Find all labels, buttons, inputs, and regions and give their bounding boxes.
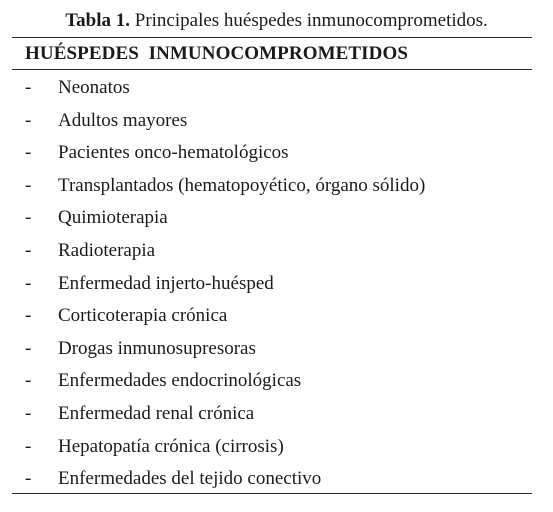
list-item-text: Neonatos — [58, 77, 130, 98]
list-item-text: Enfermedades del tejido conectivo — [58, 468, 322, 490]
list-item-text: Pacientes onco-hematológicos — [58, 142, 289, 164]
bottom-rule — [12, 493, 532, 494]
list-item-text: Transplantados (hematopoyético, órgano sólido) — [58, 174, 426, 196]
list-item-text: Adultos mayores — [58, 109, 188, 131]
top-rule — [12, 37, 532, 38]
list-bullet: - — [25, 305, 32, 327]
list-bullet: - — [25, 337, 32, 359]
list-bullet: - — [25, 468, 32, 490]
list-bullet: - — [25, 207, 32, 229]
list-item-text: Corticoterapia crónica — [58, 305, 228, 327]
list-item-text: Enfermedades endocrinológicas — [58, 370, 302, 392]
list-item-text: Quimioterapia — [58, 207, 168, 229]
list-bullet: - — [25, 435, 32, 457]
list-bullet: - — [25, 272, 32, 294]
list-item-text: Drogas inmunosupresoras — [58, 337, 256, 359]
caption-label: Tabla 1. — [65, 10, 130, 31]
list-bullet: - — [25, 142, 32, 164]
list-bullet: - — [25, 77, 32, 98]
list-item-text: Radioterapia — [58, 239, 156, 261]
list-item-text: Enfermedad injerto-huésped — [58, 272, 274, 294]
list-bullet: - — [25, 370, 32, 392]
caption-text: Principales huéspedes inmunocomprometidos. — [134, 10, 488, 31]
header-rule — [12, 69, 532, 70]
list-bullet: - — [25, 174, 32, 196]
list-bullet: - — [25, 109, 32, 131]
list-item-text: Hepatopatía crónica (cirrosis) — [58, 435, 284, 457]
table-header: HUÉSPEDES INMUNOCOMPROMETIDOS — [25, 43, 409, 64]
list-bullet: - — [25, 239, 32, 261]
table-caption — [0, 9, 553, 33]
list-bullet: - — [25, 402, 32, 424]
list-item-text: Enfermedad renal crónica — [58, 402, 255, 424]
